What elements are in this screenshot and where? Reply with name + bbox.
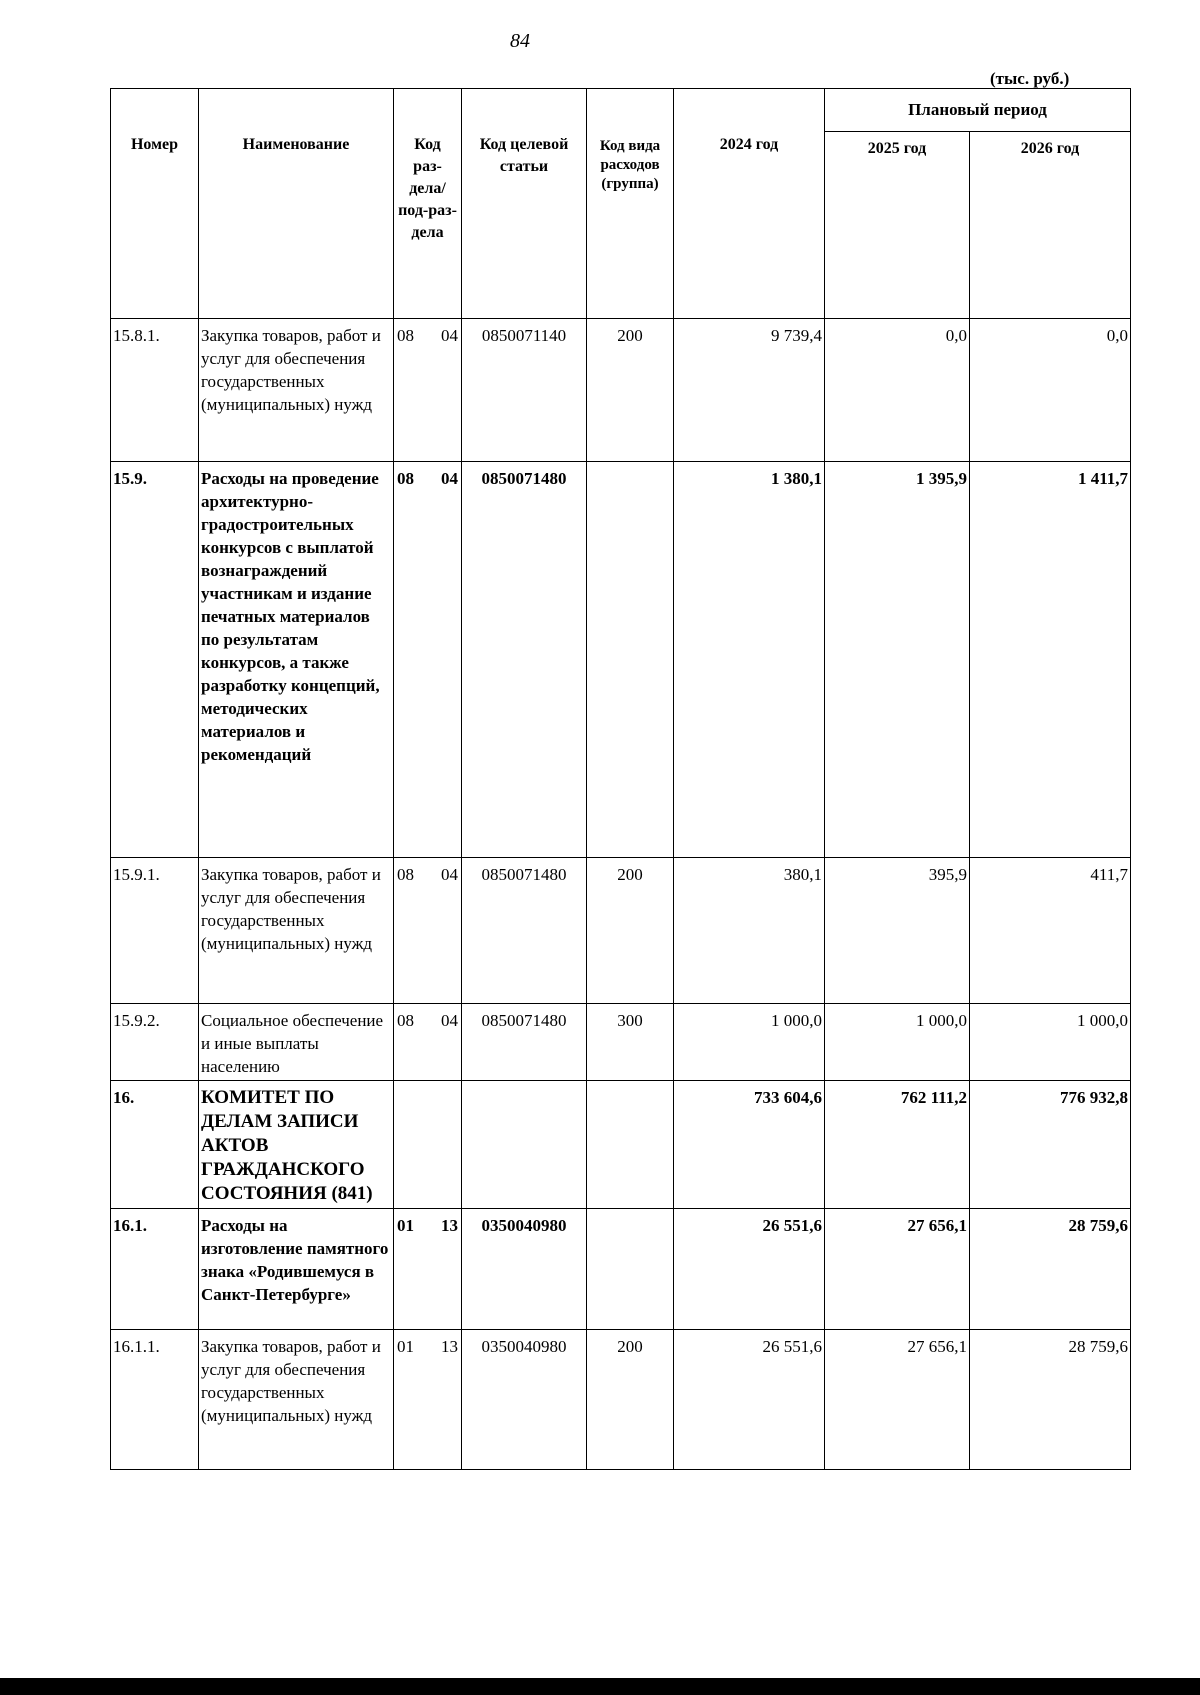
row-section-code	[394, 462, 462, 858]
row-2024: 9 739,4	[674, 319, 825, 462]
subsection: 04	[441, 326, 458, 345]
row-name: Расходы на проведение архитектурно-градостроительных конкурсов с выплатой вознаграждений участникам и издание печатных материалов по результатам конкурсов, а также разработку концепций, методических материалов и рекомендаций	[199, 462, 394, 858]
subsection: 04	[441, 469, 458, 488]
row-2026: 776 932,8	[970, 1081, 1131, 1209]
table-row	[111, 858, 1131, 1004]
section: 08	[397, 1011, 414, 1030]
row-2026: 411,7	[970, 858, 1131, 1004]
row-number: 16.1.	[111, 1209, 199, 1330]
row-expense-type: 300	[587, 1004, 674, 1081]
row-section-code	[394, 1209, 462, 1330]
row-section-code	[394, 1081, 462, 1209]
row-target-code: 0350040980	[462, 1209, 587, 1330]
row-2025: 0,0	[825, 319, 970, 462]
header-target-code: Код целевой статьи	[462, 89, 587, 319]
table-row	[111, 1209, 1131, 1330]
table-row	[111, 319, 1131, 462]
header-year-2024: 2024 год	[674, 89, 825, 319]
row-name: Закупка товаров, работ и услуг для обеспечения государственных (муниципальных) нужд	[199, 319, 394, 462]
row-section-code	[394, 1330, 462, 1470]
row-section-code	[394, 858, 462, 1004]
row-expense-type: 200	[587, 858, 674, 1004]
row-number: 15.9.1.	[111, 858, 199, 1004]
table-row	[111, 462, 1131, 858]
page-number: 84	[510, 30, 530, 52]
row-section-code	[394, 1004, 462, 1081]
row-2024: 1 000,0	[674, 1004, 825, 1081]
row-name: Социальное обеспечение и иные выплаты населению	[199, 1004, 394, 1081]
row-2025: 1 000,0	[825, 1004, 970, 1081]
row-2024: 733 604,6	[674, 1081, 825, 1209]
header-year-2025: 2025 год	[825, 132, 970, 319]
row-2025: 1 395,9	[825, 462, 970, 858]
row-expense-type: 200	[587, 1330, 674, 1470]
header-expense-type: Код вида расходов (группа)	[587, 89, 674, 319]
budget-table	[110, 88, 1131, 1470]
row-target-code	[462, 1081, 587, 1209]
header-number: Номер	[111, 89, 199, 319]
subsection: 04	[441, 1011, 458, 1030]
table-row	[111, 1081, 1131, 1209]
row-2026: 28 759,6	[970, 1330, 1131, 1470]
row-target-code: 0850071480	[462, 1004, 587, 1081]
row-expense-type	[587, 1081, 674, 1209]
row-2025: 395,9	[825, 858, 970, 1004]
units-label: (тыс. руб.)	[990, 69, 1070, 88]
row-target-code: 0850071480	[462, 462, 587, 858]
header-year-2026: 2026 год	[970, 132, 1131, 319]
row-number: 16.1.1.	[111, 1330, 199, 1470]
row-name: Расходы на изготовление памятного знака «Родившемуся в Санкт-Петербурге»	[199, 1209, 394, 1330]
row-expense-type: 200	[587, 319, 674, 462]
section: 08	[397, 469, 414, 488]
row-section-code	[394, 319, 462, 462]
row-expense-type	[587, 462, 674, 858]
section: 01	[397, 1216, 414, 1235]
row-2024: 26 551,6	[674, 1209, 825, 1330]
subsection: 04	[441, 865, 458, 884]
row-name: Закупка товаров, работ и услуг для обеспечения государственных (муниципальных) нужд	[199, 858, 394, 1004]
section: 01	[397, 1337, 414, 1356]
row-2024: 380,1	[674, 858, 825, 1004]
header-section-code: Код раз-дела/ под-раз-дела	[394, 89, 462, 319]
row-name: Закупка товаров, работ и услуг для обеспечения государственных (муниципальных) нужд	[199, 1330, 394, 1470]
row-number: 15.9.	[111, 462, 199, 858]
row-2025: 27 656,1	[825, 1209, 970, 1330]
row-2026: 28 759,6	[970, 1209, 1131, 1330]
header-name: Наименование	[199, 89, 394, 319]
row-target-code: 0350040980	[462, 1330, 587, 1470]
row-target-code: 0850071140	[462, 319, 587, 462]
section: 08	[397, 865, 414, 884]
row-2024: 26 551,6	[674, 1330, 825, 1470]
row-number: 15.9.2.	[111, 1004, 199, 1081]
header-planned-period: Плановый период	[825, 89, 1131, 132]
row-number: 15.8.1.	[111, 319, 199, 462]
table-row	[111, 1004, 1131, 1081]
section: 08	[397, 326, 414, 345]
row-2026: 1 000,0	[970, 1004, 1131, 1081]
row-2026: 0,0	[970, 319, 1131, 462]
row-2026: 1 411,7	[970, 462, 1131, 858]
row-target-code: 0850071480	[462, 858, 587, 1004]
row-name: КОМИТЕТ ПО ДЕЛАМ ЗАПИСИ АКТОВ ГРАЖДАНСКОГО СОСТОЯНИЯ (841)	[199, 1081, 394, 1209]
row-2025: 27 656,1	[825, 1330, 970, 1470]
row-2024: 1 380,1	[674, 462, 825, 858]
table-row	[111, 1330, 1131, 1470]
row-expense-type	[587, 1209, 674, 1330]
row-2025: 762 111,2	[825, 1081, 970, 1209]
row-number: 16.	[111, 1081, 199, 1209]
subsection: 13	[441, 1216, 458, 1235]
subsection: 13	[441, 1337, 458, 1356]
scan-edge-bar	[0, 1678, 1200, 1695]
